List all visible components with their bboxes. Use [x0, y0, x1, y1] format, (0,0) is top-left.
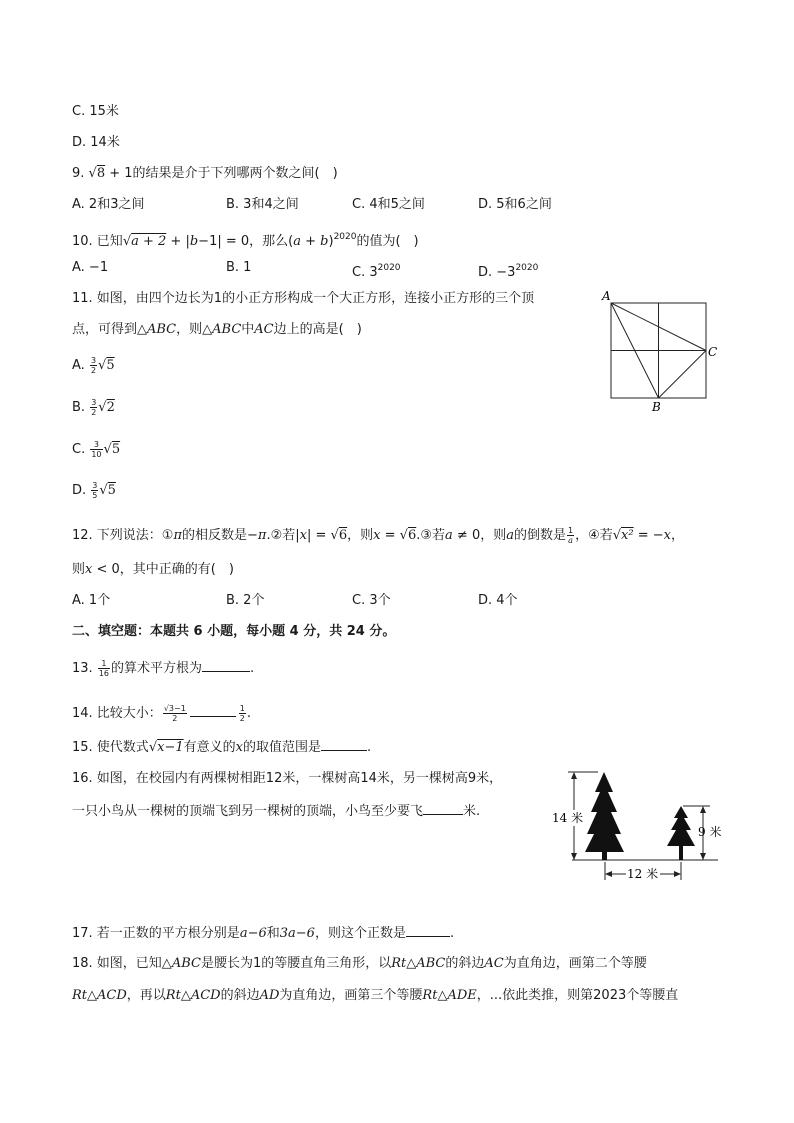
q14-stem: 14. 比较大小： $\frac{√3-1}{2}$ $\frac{1}{2}$ . [72, 704, 252, 723]
q15-answer-blank[interactable] [321, 738, 367, 751]
q9-option-a: A. 2和3之间 [72, 197, 145, 212]
q10-option-c: C. $3^{2020}$ [352, 263, 401, 280]
q10-option-a: A. −1 [72, 260, 109, 275]
q8-option-c: C. 15米 [72, 104, 119, 119]
vertex-b-label: B [652, 400, 661, 414]
q13-stem: 13. $\frac{1}{16}$ 的算术平方根为 . [72, 659, 255, 678]
q17-answer-blank[interactable] [406, 924, 450, 937]
q11-option-a: A. $\frac{3}{2}$ √5 [72, 356, 115, 375]
tall-tree-height-label: 14 米 [552, 811, 584, 825]
arrow-up [571, 772, 577, 779]
q16-stem-line2: 一只小鸟从一棵树的顶端飞到另一棵树的顶端，小鸟至少要飞 米. [72, 804, 481, 819]
q14-answer-blank[interactable] [190, 704, 236, 717]
vertex-c-label: C [708, 345, 718, 359]
q11-option-b: B. $\frac{3}{2}$ √2 [72, 398, 115, 417]
q16-stem-line1: 16. 如图，在校园内有两棵树相距12米，一棵树高14米，另一棵树高9米， [72, 771, 503, 786]
q12-option-b: B. 2个 [226, 593, 265, 608]
q12-stem-line2: 则x < 0，其中正确的有( ) [72, 562, 234, 577]
short-tree-icon [667, 806, 695, 860]
q10-stem: 10. 已知√a + 2 + |b−1| = 0，那么$(a + b)^{2020}$的值为( ) [72, 232, 419, 249]
q12-option-d: D. 4个 [478, 593, 518, 608]
vertex-a-label: A [602, 289, 611, 303]
distance-label: 12 米 [627, 867, 659, 881]
q9-option-b: B. 3和4之间 [226, 197, 299, 212]
q11-option-c: C. $\frac{3}{10}$ √5 [72, 440, 121, 459]
q11-square-figure [598, 286, 728, 416]
q10-option-b: B. 1 [226, 260, 252, 275]
q12-stem-line1: 12. 下列说法：①π的相反数是−π.②若|x| = √6，则x = √6.③若a ≠ 0，则a的倒数是 $\frac{1}{a}$ ，④若√x² = −x， [72, 526, 685, 545]
q9-stem: 9. √8 + 1的结果是介于下列哪两个数之间( ) [72, 166, 338, 181]
section-heading: 二、填空题：本题共 6 小题，每小题 4 分，共 24 分。 [72, 624, 396, 639]
q12-option-c: C. 3个 [352, 593, 391, 608]
q8-option-d: D. 14米 [72, 135, 120, 150]
short-tree-height-label: 9 米 [698, 825, 722, 839]
tall-tree-icon [585, 772, 624, 860]
q18-stem-line2: Rt△ACD，再以Rt△ACD的斜边AD为直角边，画第三个等腰Rt△ADE，...依此类推，则第2023个等腰直 [72, 988, 679, 1003]
q9-option-d: D. 5和6之间 [478, 197, 552, 212]
q12-option-a: A. 1个 [72, 593, 111, 608]
q16-answer-blank[interactable] [423, 802, 463, 815]
q11-stem-line1: 11. 如图，由四个边长为1的小正方形构成一个大正方形，连接小正方形的三个顶 [72, 291, 535, 306]
q11-stem-line2: 点，可得到△ABC，则△ABC中AC边上的高是( ) [72, 322, 362, 337]
q17-stem: 17. 若一正数的平方根分别是a−6和3a−6，则这个正数是 . [72, 926, 455, 941]
q13-answer-blank[interactable] [202, 659, 250, 672]
q9-option-c: C. 4和5之间 [352, 197, 425, 212]
arrow-down [571, 853, 577, 860]
q18-stem-line1: 18. 如图，已知△ABC是腰长为1的等腰直角三角形，以Rt△ABC的斜边AC为直角边，画第二个等腰 [72, 956, 647, 971]
q15-stem: 15. 使代数式√x−1有意义的x的取值范围是 . [72, 740, 372, 755]
q11-option-d: D. $\frac{3}{5}$ √5 [72, 481, 116, 500]
q16-trees-figure [548, 768, 728, 886]
q10-option-d: D. $-3^{2020}$ [478, 263, 539, 280]
segment-bc [659, 351, 707, 399]
